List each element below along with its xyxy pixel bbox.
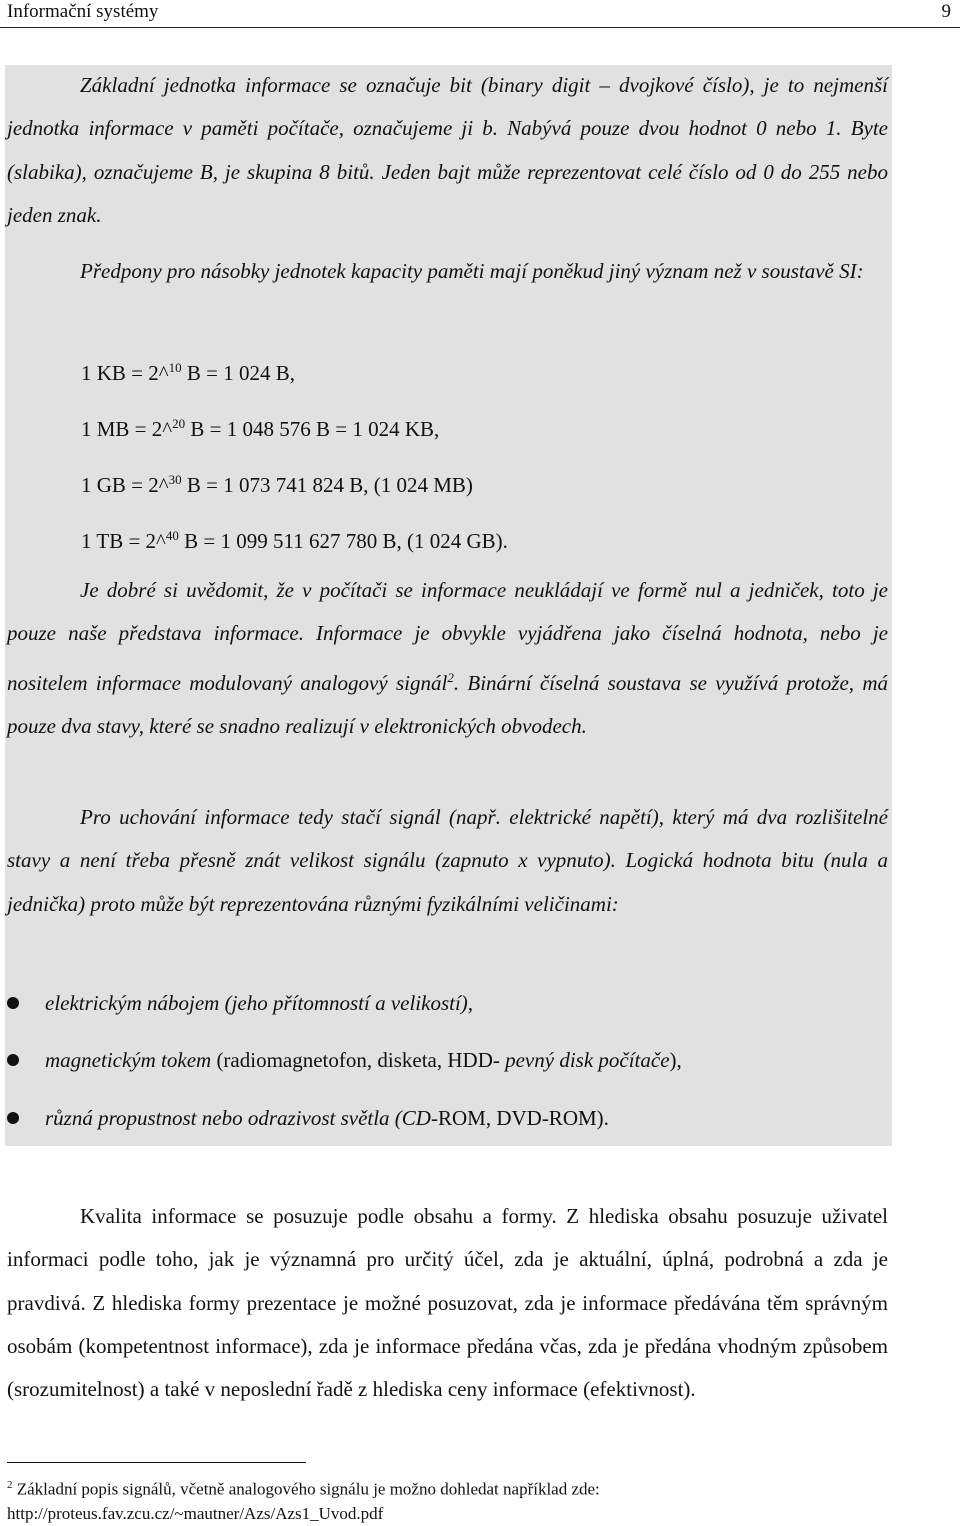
formula-pre: 1 TB = 2^ — [81, 529, 166, 553]
paragraph-representation — [7, 569, 888, 748]
formula-kb — [81, 354, 295, 387]
footnote-number: 2 — [7, 1479, 13, 1491]
paragraph-representation-text-end: . Binární číselná soustava se využívá protože, má pouze dva stavy, které se snadno realizují v elektronických obvodech. — [7, 670, 888, 738]
formula-pre: 1 KB = 2^ — [81, 361, 169, 385]
footnote-divider — [7, 1462, 306, 1463]
bullet-icon — [7, 1054, 19, 1066]
paragraph-storage-text: Pro uchování informace tedy stačí signál (např. elektrické napětí), který má dva rozlišitelné stavy a není třeba přesně znát velikost signálu (zapnuto x vypnuto). Logická hodnota bitu (nula a jednička) proto může být reprezentována různými fyzikálními veličinami: — [7, 805, 888, 916]
header-title: Informační systémy — [7, 1, 159, 22]
paragraph-prefixes — [7, 250, 888, 293]
footnote-reference: 2 — [447, 669, 454, 685]
list-item — [7, 989, 887, 1017]
formula-post: B = 1 048 576 B = 1 024 KB, — [185, 417, 440, 441]
page-header — [0, 0, 960, 28]
formula-pre: 1 MB = 2^ — [81, 417, 173, 441]
formula-post: B = 1 024 B, — [181, 361, 295, 385]
list-item-text — [45, 1104, 609, 1132]
bullet-icon — [7, 1112, 19, 1124]
formula-pre: 1 GB = 2^ — [81, 473, 169, 497]
formula-post: B = 1 073 741 824 B, (1 024 MB) — [181, 473, 473, 497]
list-item-normal: (radiomagnetofon, disketa, HDD- — [216, 1048, 506, 1072]
list-item-italic-2: pevný disk počítače — [505, 1048, 670, 1072]
list-item-italic: různá propustnost nebo odrazivost světla (CD — [45, 1106, 431, 1130]
paragraph-bit-definition — [7, 64, 888, 237]
paragraph-prefixes-text: Předpony pro násobky jednotek kapacity paměti mají poněkud jiný význam než v soustavě SI: — [80, 259, 864, 283]
formula-exponent: 40 — [165, 528, 179, 543]
page-number: 9 — [941, 1, 951, 22]
formula-post: B = 1 099 511 627 780 B, (1 024 GB). — [178, 529, 508, 553]
formula-mb — [81, 410, 439, 443]
bullet-icon — [7, 997, 19, 1009]
paragraph-quality — [7, 1195, 888, 1411]
formula-exponent: 20 — [172, 416, 186, 431]
header-divider — [0, 27, 960, 28]
paragraph-storage — [7, 796, 888, 926]
list-item-normal: -ROM, DVD-ROM). — [430, 1106, 609, 1130]
formula-exponent: 10 — [168, 360, 182, 375]
formula-gb — [81, 466, 473, 499]
formula-exponent: 30 — [168, 472, 182, 487]
list-item-italic: elektrickým nábojem (jeho přítomností a velikostí), — [45, 991, 474, 1015]
list-item — [7, 1104, 887, 1132]
footnote-link[interactable]: http://proteus.fav.zcu.cz/~mautner/Azs/Azs1_Uvod.pdf — [7, 1503, 384, 1523]
paragraph-representation-text: Je dobré si uvědomit, že v počítači se informace neukládají ve formě nul a jedniček, toto je pouze naše představa informace. Informace je obvykle vyjádřena jako číselná hodnota, nebo je nositelem informace modulovaný analogový signál — [7, 578, 888, 695]
paragraph-quality-text: Kvalita informace se posuzuje podle obsahu a formy. Z hlediska obsahu posuzuje uživatel informaci podle toho, jak je významná pro určitý účel, zda je aktuální, úplná, podrobná a zda je pravdivá. Z hlediska formy prezentace je možné posuzovat, zda je informace předávána těm správným osobám (kompetentnost informace), zda je informace předána včas, zda je předána vhodným způsobem (srozumitelnost) a také v neposlední řadě z hlediska ceny informace (efektivnost). — [7, 1204, 888, 1402]
footnote-text: Základní popis signálů, včetně analogového signálu je možno dohledat například zde: — [12, 1479, 600, 1499]
list-item-text — [45, 989, 473, 1017]
formula-tb — [81, 522, 508, 555]
paragraph-bit-text: Základní jednotka informace se označuje bit (binary digit – dvojkové číslo), je to nejmenší jednotka informace v paměti počítače, označujeme ji b. Nabývá pouze dvou hodnot 0 nebo 1. Byte (slabika), označujeme B, je skupina 8 bitů. Jeden bajt může reprezentovat celé číslo od 0 do 255 nebo jeden znak. — [7, 73, 888, 227]
list-item-text — [45, 1046, 682, 1074]
list-item — [7, 1046, 887, 1074]
list-item-italic: magnetickým tokem — [45, 1048, 217, 1072]
footnote — [7, 1473, 907, 1526]
list-item-trail: ), — [669, 1048, 682, 1072]
